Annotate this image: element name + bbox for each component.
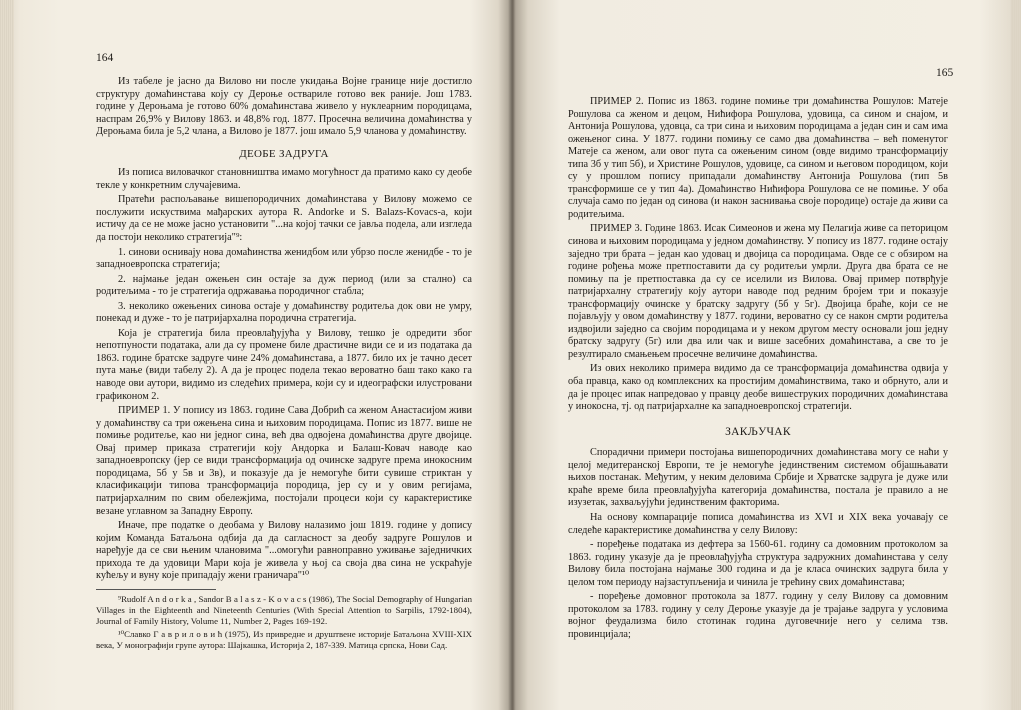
paragraph: Из табеле је јасно да Вилово ни после укидања Војне границе није достигло структуру домаћинстава коју су Дероње оствариле готово век раније. Још 1783. године у Дероњама је готово 60% домаћинстава живело у нуклеарним породицама, наспрам 26,9% у Вилову 1863. и 48,8% год. 1877. Просечна величина домаћинства у Дероњама била је 5,2 члана, а Вилово је 1877. још имало 5,9 чланова у домаћинству. — [96, 76, 472, 138]
list-item-strategy-1: 1. синови оснивају нова домаћинства женидбом или убрзо после женидбе - то је западноевропска стратегија; — [96, 246, 472, 271]
left-page — [30, 0, 500, 710]
page-number-left: 164 — [96, 52, 114, 64]
paragraph: Пратећи распољавање вишепородичних домаћинстава у Вилову можемо се послужити искуствима мађарских аутора R. Andorke и S. Balazs-Kovacs-а, који истичу да се не може јасно установити "...на којој тачки се јавља подела, али изгледа да постоји неколико стратегија"⁹: — [96, 194, 472, 244]
paragraph: На основу компарације пописа домаћинства из XVI и XIX века уочавају се следеће карактеристике домаћинства у селу Вилову: — [568, 511, 948, 536]
section-heading-zakljucak: ЗАКЉУЧАК — [725, 425, 791, 438]
paragraph: Спорадични примери постојања вишепородичних домаћинстава могу се наћи у целој медитеранској Европи, те је немогуће јединственим системом објашњавати њихов постанак. Међутим, у неким деловима Србије и Хрватске задруга је дуже или краће време била преовлађујућа категорија домаћинства, постала је правило а не изузетак, захваљујући јединственим факторима. — [568, 447, 948, 509]
page-number-right: 165 — [936, 67, 954, 79]
paragraph: Из пописа виловачког становништва имамо могућност да пратимо како су деобе текле у конкретним случајевима. — [96, 167, 472, 191]
list-item-strategy-3: 3. неколико ожењених синова остаје у домаћинству родитеља док ови не умру, понекад и дуже - то је патријархална породична стратегија. — [96, 300, 472, 325]
right-page-text — [568, 96, 948, 643]
paragraph: Из ових неколико примера видимо да се трансформација домаћинства одвија у оба правца, како од комплексних ка простијим домаћинствима, тако и обрнуто, али и да је процес ипак напредовао у правцу деобе вишеструких породичних домаћинстава у инокосна, тј. од патријархалне ка западноевропској стратегији. — [568, 363, 948, 413]
paragraph-example-2: ПРИМЕР 2. Попис из 1863. године помиње три домаћинства Рошулов: Матеје Рошулова са женом и децом, Нићифора Рошулова, удовица, са сином и снајом, и Антонија Рошулова, удовца, са три сина и њиховим породицама а један син и сам има ожењеног сина. У 1877. години помињу се само два домаћинства – већ поменутог Матеје са женом, али овог пута са ожењеним сином (овде видимо трансформацију типа 3б у тип 5б), и Христине Рошулов, удовице, са сином и његовом породицом, који су у прошлом попису припадали домаћинству Антонија Рошулова (тип 5в трансформише се у тип 4а). Домаћинство Нићифора Рошулова се не помиње. У оба случаја само по један од синова (и након заснивања своје породице) остаје да живи са родитељима. — [568, 96, 948, 220]
page-edges-left — [0, 0, 14, 710]
section-heading-deobe: ДЕОБЕ ЗАДРУГА — [239, 147, 329, 160]
footnote-rule — [96, 589, 216, 590]
paragraph: Иначе, пре податке о деобама у Вилову налазимо још 1819. године у допису којим Команда Батаљона одбија да да сагласност за деобу задруге Рошулов и наређује да се сви њеним члановима "...омогући равноправно уживање заједничких прихода те да удовици Мари која је живела у њој са своја два сина не ускраћује кућељу и вуну које припадају жени граничара"¹⁰ — [96, 520, 472, 582]
paragraph-example-1: ПРИМЕР 1. У попису из 1863. године Сава Добрић са женом Анастасијом живи у домаћинству са три ожењена сина и њиховим породицама. Попис из 1877. више не помиње родитеље, као ни једног сина, већ два одвојена домаћинства друге двојице. Овај пример приказа стратегији коју Андорка и Балаш-Ковач наводе као западноевропску (јер се види трансформација од очинске задруге према инокосним породицама, 5б у 5в и 3в), и показује да је немогуће бити сувише стриктан у класификацији типова трансформација породица, јер су и у овим регијама, патријархалним по свим обележјима, постојали процеси који су карактеристике везане углавном за Западну Европу. — [96, 405, 472, 517]
left-page-text — [96, 76, 472, 653]
paragraph-example-3: ПРИМЕР 3. Године 1863. Исак Симеонов и жена му Пелагија живе са петорицом синова и њиховим породицама у једном домаћинству. У попису из 1877. године остају заједно три брата – један као удовац и двојица са породицама. Овде се с обзиром на године рођења може претпоставити да су родитељи умрли. Друга два брата се не помињу па је претпоставка да су се иселили из Вилова. Овај пример потврђује патријархалну стратегију коју аутори наводе под редним бројем три и показује трансформацију очинске у братску задругу (5б у 5г). Двојица браће, који се не појављују у овом домаћинству у 1877. години, вероватно су се након смрти родитеља издвојили заједно са својим породицама и у неком другом месту основали још једну братску задругу (5г) или два или чак и више засебних домаћинстава, а све то је резултирало смањењем просечне величине домаћинства. — [568, 223, 948, 360]
footnote-9: ⁹Rudolf A n d o r k a , Sandor B a l a s z - K o v a c s (1986), The Social Demography of Hungarian Villages in the Eighteenth and Nineteenth Centuries (With Special Attention to Sarpilis, 1792-1804), Journal of Family History, Volume 11, Number 2, Pages 169-192. — [96, 593, 472, 626]
book-gutter — [498, 0, 528, 710]
list-item-conclusion-1: - поређење података из дефтера за 1560-61. годину са домовним протоколом за 1863. годину указује да је преовлађујућа структура задружних домаћинстава у селу Вилову била постојана најмање 300 година и да је класа очинских задруга била у целом том периоду најзаступљенија и чинила је трећину свих домаћинстава; — [568, 539, 948, 588]
right-page — [540, 0, 988, 710]
footnote-10: ¹⁰Славко Г а в р и л о в и ћ (1975), Из привредне и друштвене историје Батаљона XVIII-XIX века, У монографији групе аутора: Шајкашка, Историја 2, 187-339. Матица српска, Нови Сад. — [96, 628, 472, 650]
page-edges-right — [1011, 0, 1021, 710]
list-item-conclusion-2: - поређење домовног протокола за 1877. годину у селу Вилову са домовним протоколом за 1783. годину у селу Дероње указује да је трајање задруга у условима војног феудализма било стотинак година дуговечније него у селима тзв. провинцијала; — [568, 591, 948, 640]
paragraph: Која је стратегија била преовлађујућа у Вилову, тешко је одредити због непотпуности података, али да су промене биле драстичне види се и из података да 1863. године братске задруге чине 24% домаћинстава, а 1877. било их је тачно десет пута мање (види табелу 2). А да је процес подела текао вероватно баш тако како га наводе ови аутори, видимо из следећих примера, који су и идеографски илустровани графиконом 2. — [96, 327, 472, 402]
list-item-strategy-2: 2. најмање један ожењен син остаје за дуж период (или за стално) са родитељима - то је стратегија одржавања породичног стабла; — [96, 273, 472, 298]
